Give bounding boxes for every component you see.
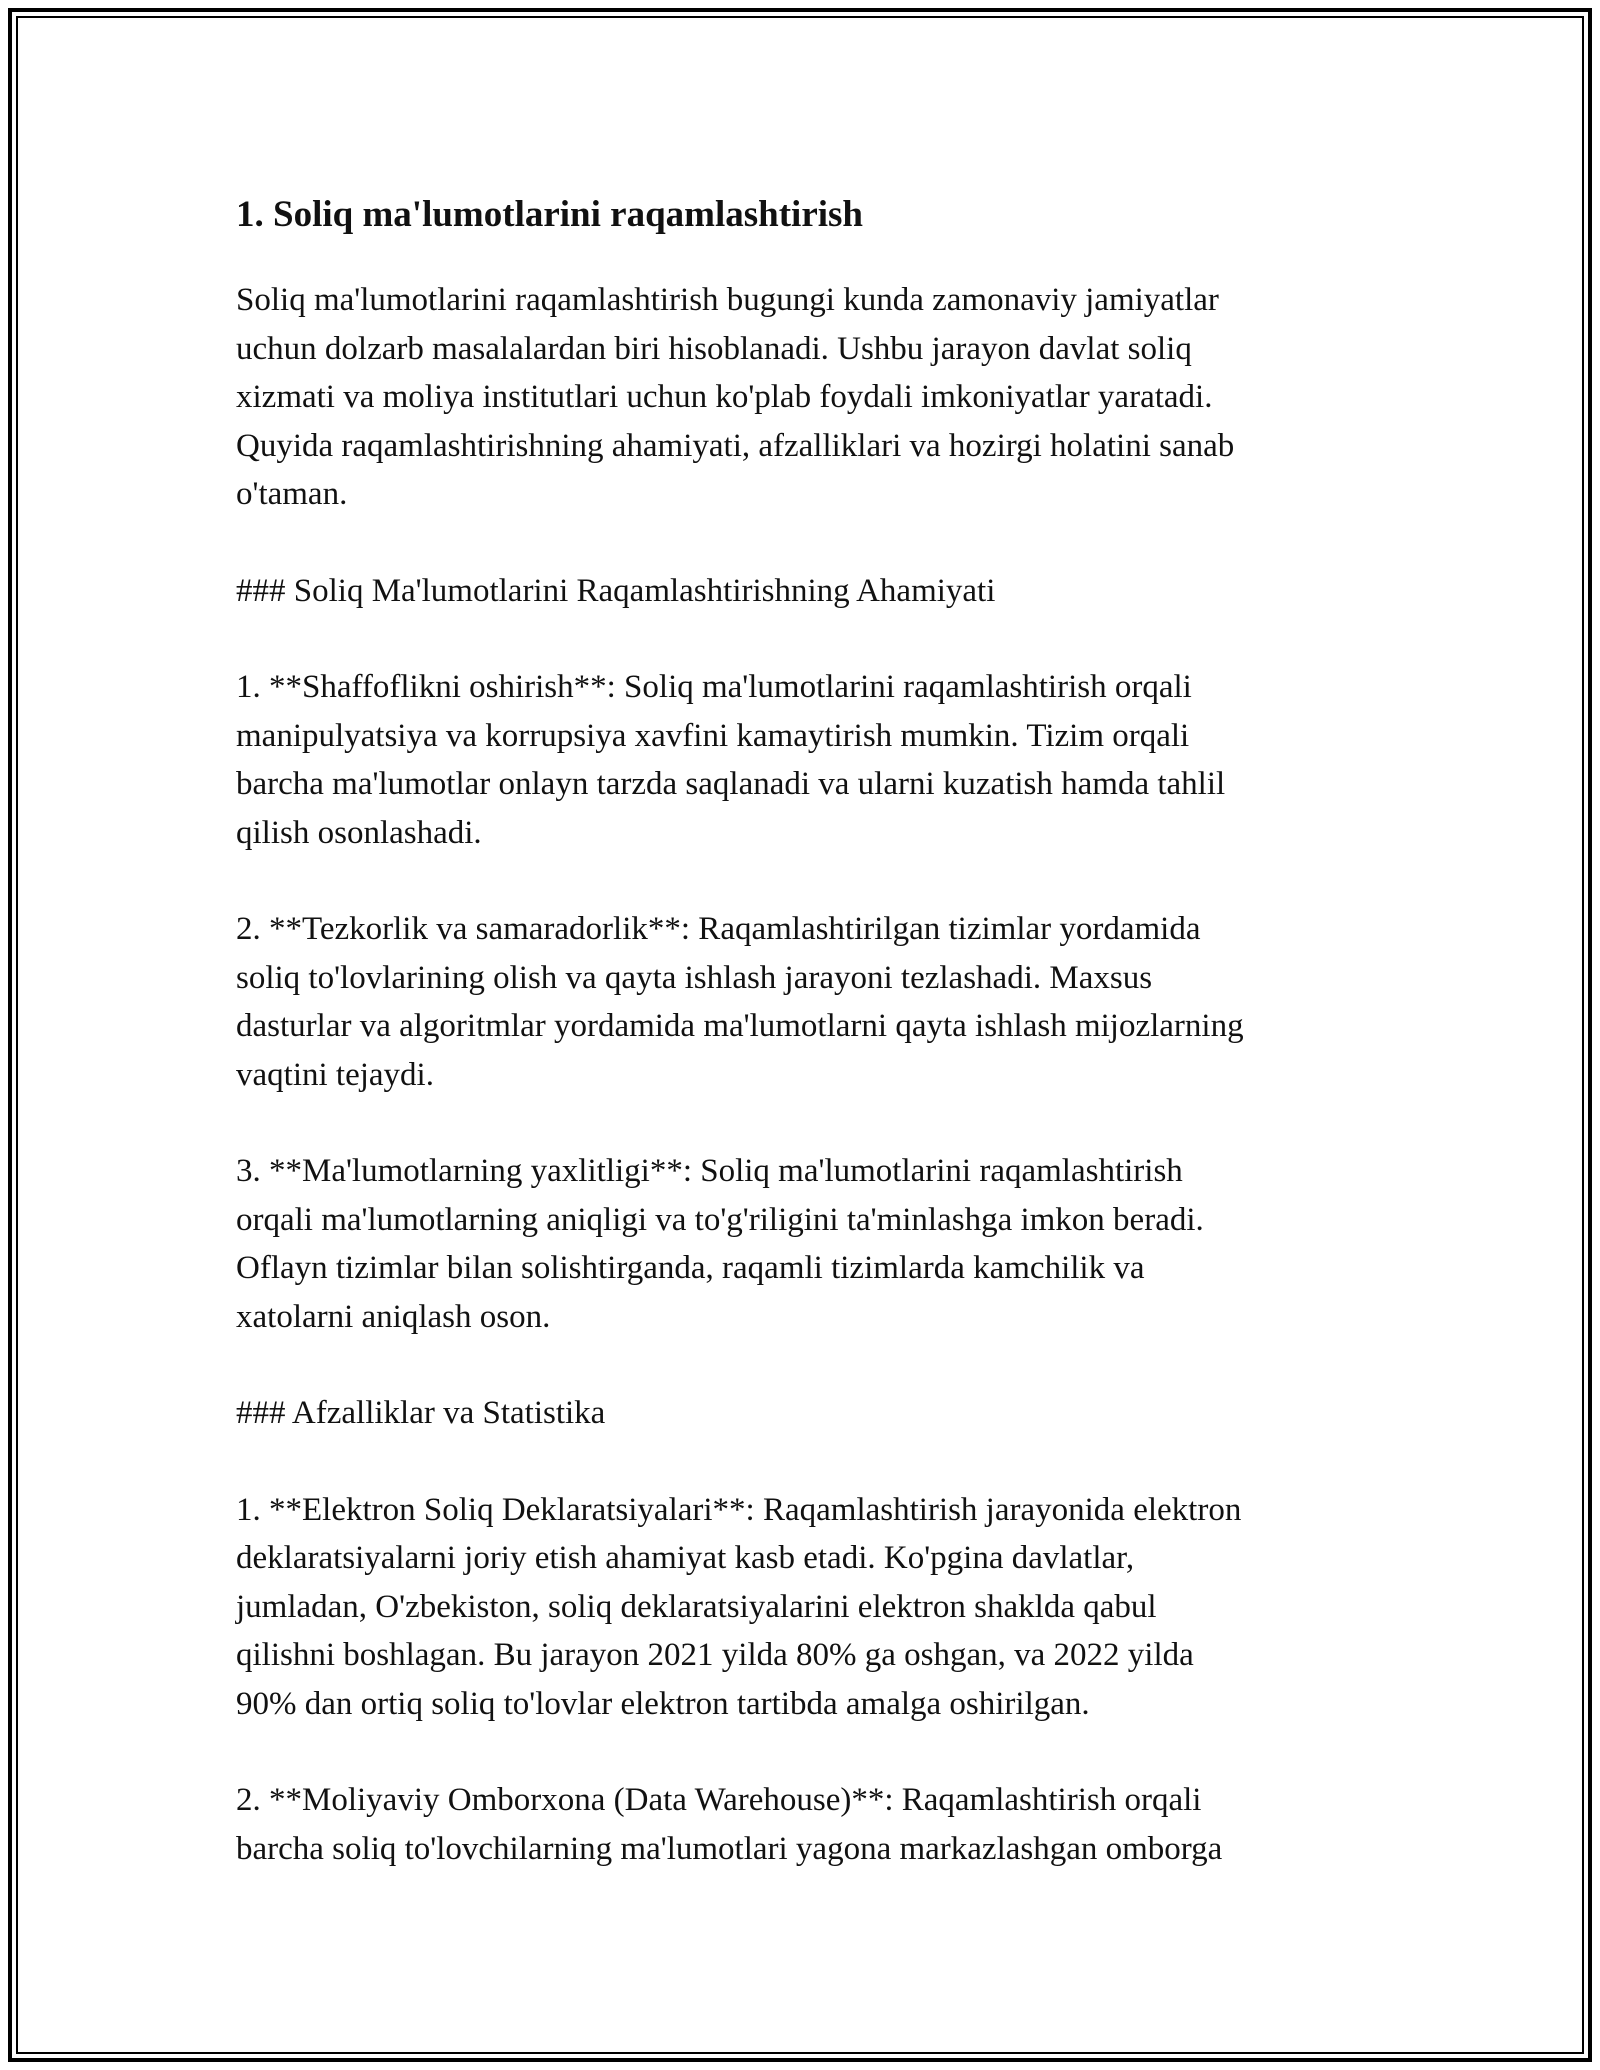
list-item-moliyaviy-omborxona: 2. **Moliyaviy Omborxona (Data Warehouse)**: Raqamlashtirish orqali barcha soliq to'lovchilarning ma'lumotlari yagona markazlashgan omborga — [236, 1782, 1223, 1867]
document-title: 1. Soliq ma'lumotlarini raqamlashtirish — [236, 194, 864, 235]
list-item-shaffoflik: 1. **Shaffoflikni oshirish**: Soliq ma'lumotlarini raqamlashtirish orqali manipulyatsiya va korrupsiya xavfini kamaytirish mumkin. Tizim orqali barcha ma'lumotlar onlayn tarzda saqlanadi va ularni kuzatish hamda tahlil qilish osonlashadi. — [236, 669, 1226, 851]
list-item-tezkorlik: 2. **Tezkorlik va samaradorlik**: Raqamlashtirilgan tizimlar yordamida soliq to'lovlarining olish va qayta ishlash jarayoni tezlashadi. Maxsus dasturlar va algoritmlar yordamida ma'lumotlarni qayta ishlash mijozlarning vaqtini tejaydi. — [236, 911, 1244, 1093]
list-item-yaxlitlik: 3. **Ma'lumotlarning yaxlitligi**: Soliq ma'lumotlarini raqamlashtirish orqali ma'lumotlarning aniqligi va to'g'riligini ta'minlashga imkon beradi. Oflayn tizimlar bilan solishtirganda, raqamli tizimlarda kamchilik va xatolarni aniqlash oson. — [236, 1153, 1204, 1335]
list-item-elektron-deklaratsiya: 1. **Elektron Soliq Deklaratsiyalari**: Raqamlashtirish jarayonida elektron deklaratsiyalarni joriy etish ahamiyat kasb etadi. Ko'pgina davlatlar, jumladan, O'zbekiston, soliq deklaratsiyalarini elektron shaklda qabul qilishni boshlagan. Bu jarayon 2021 yilda 80% ga oshgan, va 2022 yilda 90% dan ortiq soliq to'lovlar elektron tartibda amalga oshirilgan. — [236, 1491, 1242, 1722]
section-heading-ahamiyati: ### Soliq Ma'lumotlarini Raqamlashtirishning Ahamiyati — [236, 572, 996, 609]
section-heading-afzalliklar: ### Afzalliklar va Statistika — [236, 1395, 606, 1431]
intro-paragraph: Soliq ma'lumotlarini raqamlashtirish bugungi kunda zamonaviy jamiyatlar uchun dolzarb masalalardan biri hisoblanadi. Ushbu jarayon davlat soliq xizmati va moliya institutlari uchun ko'plab foydali imkoniyatlar yaratadi. Quyida raqamlashtirishning ahamiyati, afzalliklari va hozirgi holatini sanab o'taman. — [236, 282, 1235, 512]
document-body — [236, 186, 1366, 1921]
